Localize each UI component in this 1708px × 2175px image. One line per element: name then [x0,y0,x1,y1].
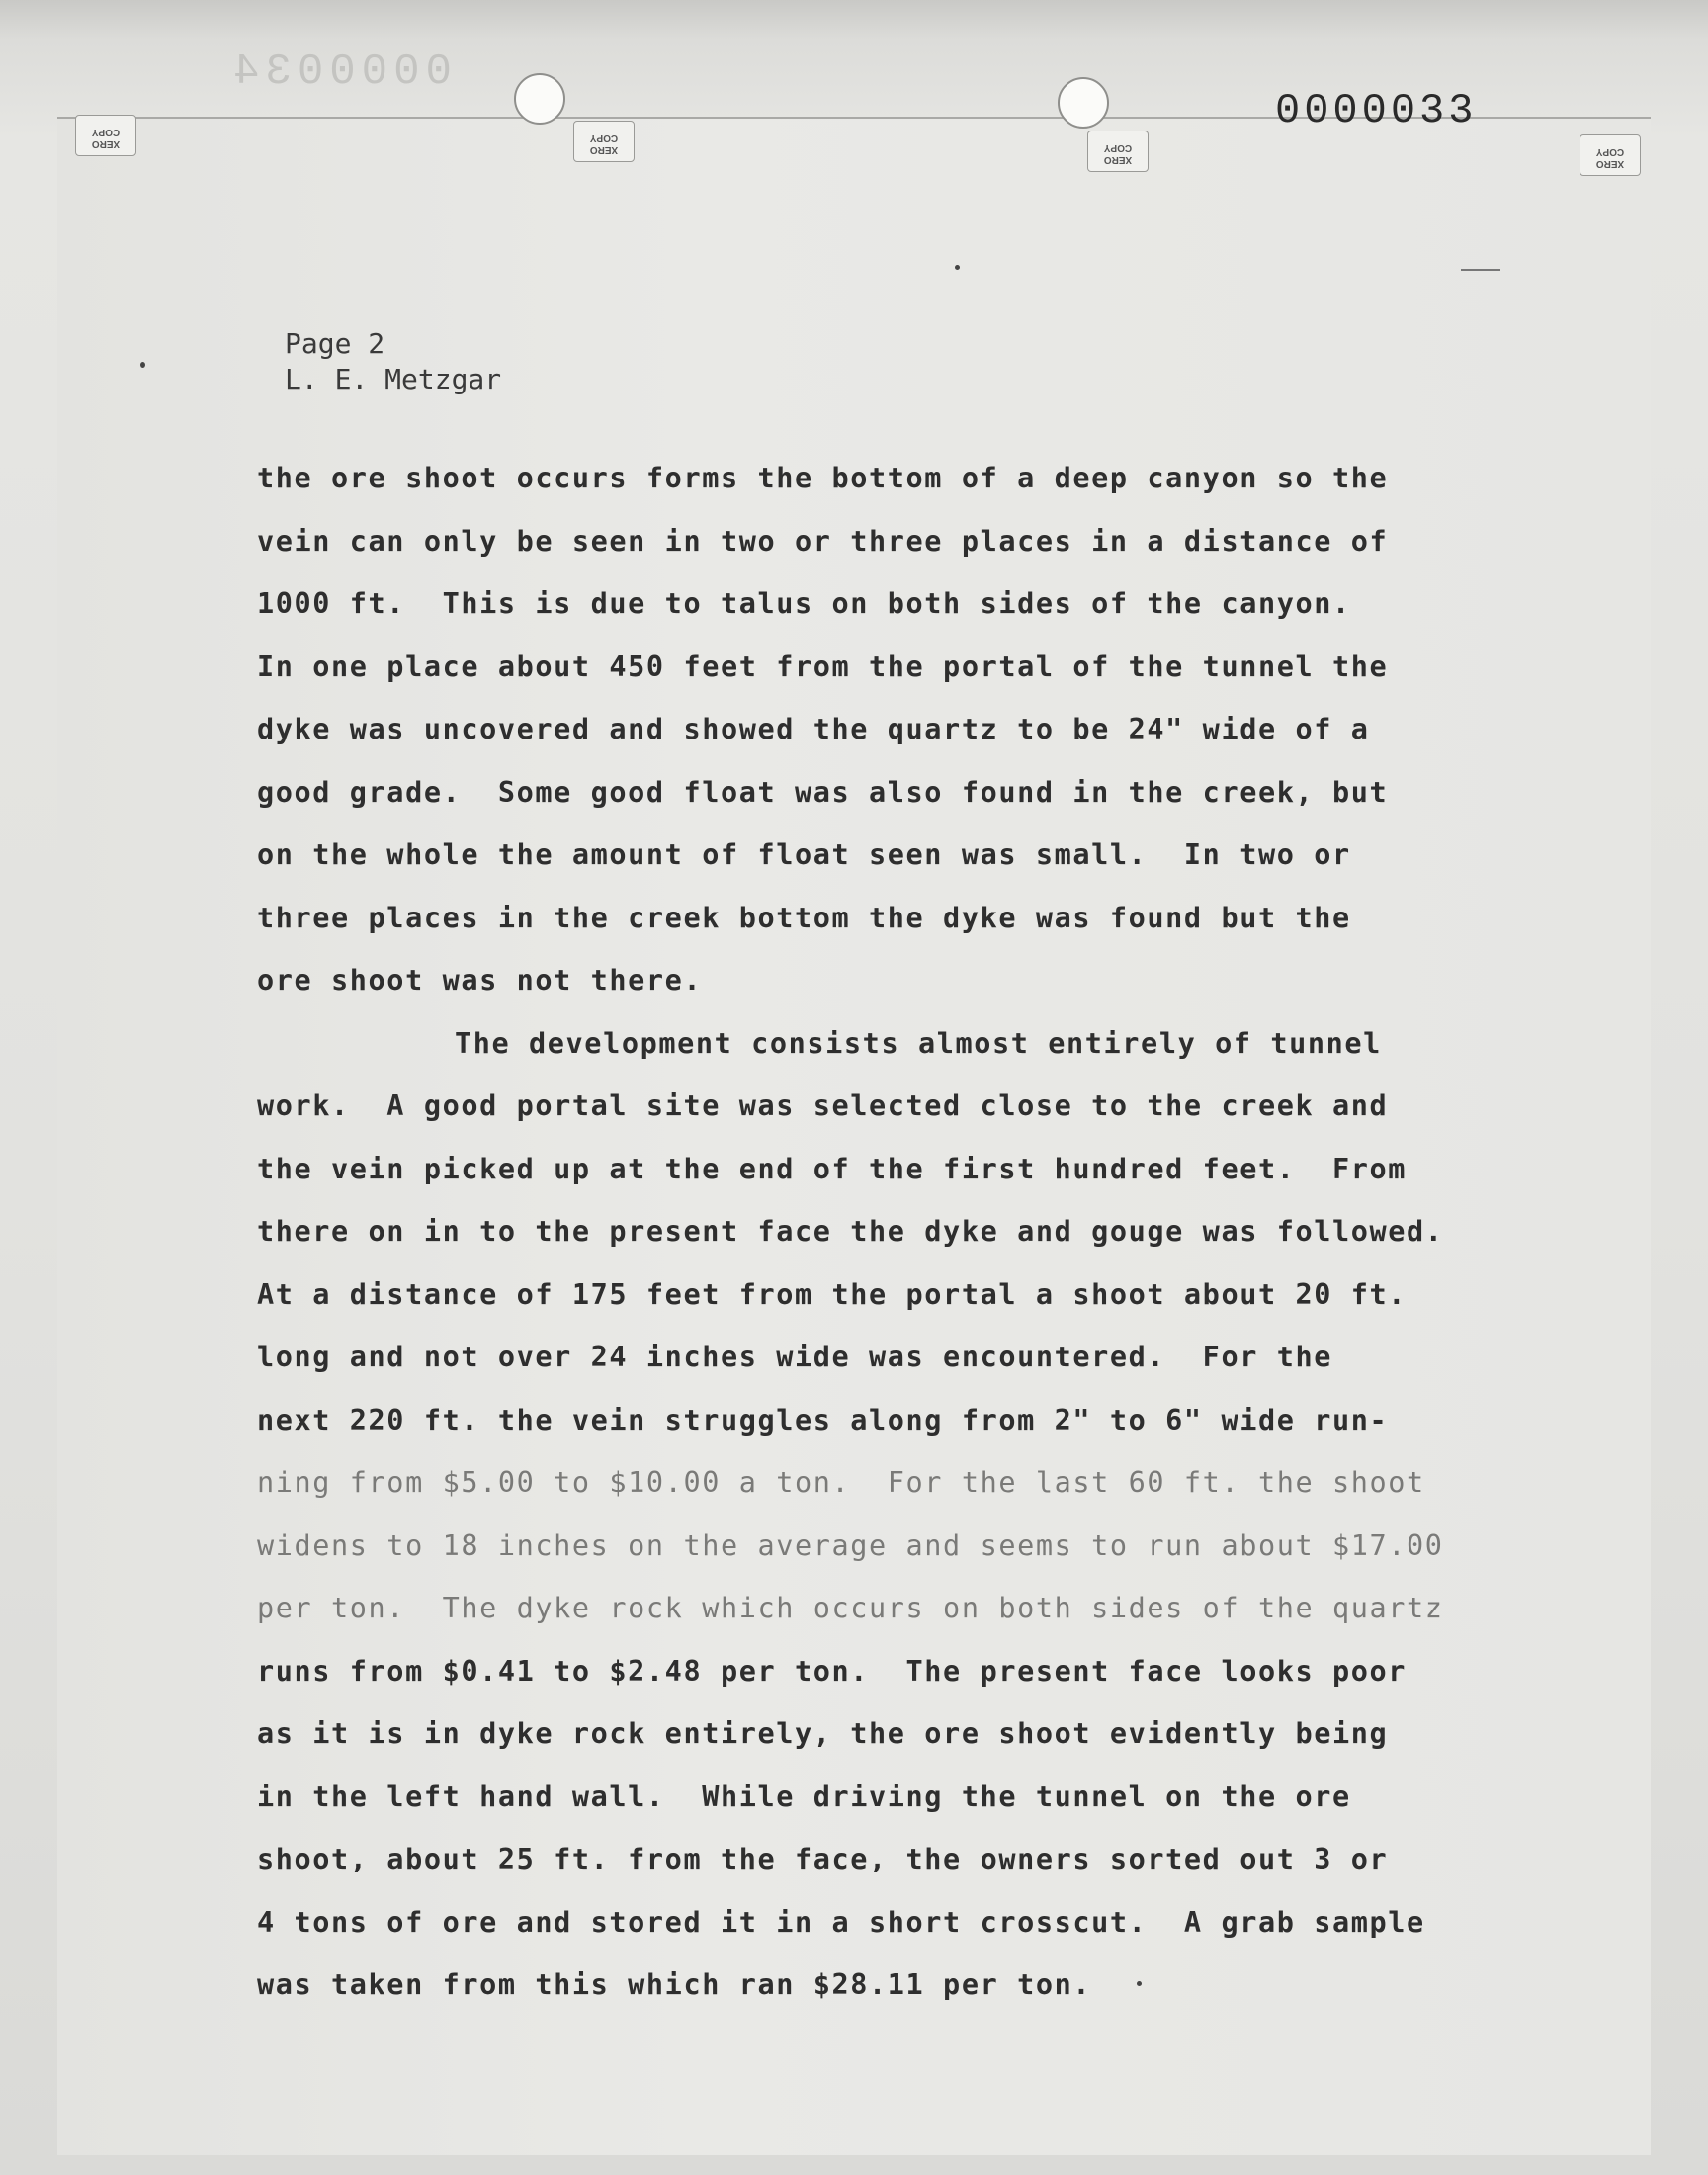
body-line: good grade. Some good float was also found in the creek, but [257,775,1389,809]
body-line: the ore shoot occurs forms the bottom of a deep canyon so the [257,462,1389,494]
punch-hole [514,73,565,125]
body-line: per ton. The dyke rock which occurs on both sides of the quartz [257,1592,1444,1624]
body-line: 1000 ft. This is due to talus on both sides of the canyon. [257,587,1351,620]
scan-mark [1461,269,1500,271]
body-line: At a distance of 175 feet from the portal a shoot about 20 ft. [257,1277,1408,1311]
body-line: ore shoot was not there. [257,964,703,997]
addressee-name: L. E. Metzgar [285,363,502,395]
scan-speck [955,265,960,270]
letter-body [257,447,1453,2017]
body-line: on the whole the amount of float seen was small. In two or [257,838,1351,871]
body-line: next 220 ft. the vein struggles along from 2" to 6" wide run- [257,1403,1389,1436]
body-line: work. A good portal site was selected close to the creek and [257,1089,1389,1122]
body-line: the vein picked up at the end of the first hundred feet. From [257,1152,1408,1185]
letter-header [285,326,501,397]
body-line: ning from $5.00 to $10.00 a ton. For the last 60 ft. the shoot [257,1466,1425,1499]
body-line: in the left hand wall. While driving the tunnel on the ore [257,1780,1351,1813]
body-line: shoot, about 25 ft. from the face, the owners sorted out 3 or [257,1843,1389,1875]
xerox-tab-label: XERO COPY [1103,142,1133,165]
xerox-copy-tab [1087,130,1149,172]
page-number: Page 2 [285,327,385,360]
body-line: dyke was uncovered and showed the quartz to be 24" wide of a [257,713,1370,745]
scan-speck [140,362,145,368]
body-line: three places in the creek bottom the dyke was found but the [257,901,1351,934]
body-line: The development consists almost entirely of tunnel [455,1026,1382,1060]
body-line: was taken from this which ran $28.11 per ton. [257,1968,1092,2001]
body-line: runs from $0.41 to $2.48 per ton. The present face looks poor [257,1654,1408,1688]
xerox-copy-tab [573,121,635,162]
document-number: 0000033 [1275,87,1478,134]
xerox-tab-label: XERO COPY [1595,146,1625,169]
body-line: In one place about 450 feet from the portal of the tunnel the [257,650,1389,683]
body-line: long and not over 24 inches wide was encountered. For the [257,1341,1332,1373]
bleed-through-number: 0000034 [227,47,452,97]
body-line: vein can only be seen in two or three places in a distance of [257,524,1389,558]
body-line: 4 tons of ore and stored it in a short crosscut. A grab sample [257,1905,1425,1939]
punch-hole [1058,77,1109,129]
body-line: as it is in dyke rock entirely, the ore shoot evidently being [257,1717,1389,1750]
xerox-copy-tab [1580,134,1641,176]
body-line: there on in to the present face the dyke and gouge was followed. [257,1215,1444,1248]
xerox-tab-label: XERO COPY [91,127,121,149]
xerox-tab-label: XERO COPY [589,132,619,155]
body-line: widens to 18 inches on the average and seems to run about $17.00 [257,1528,1444,1562]
xerox-copy-tab [75,115,136,156]
